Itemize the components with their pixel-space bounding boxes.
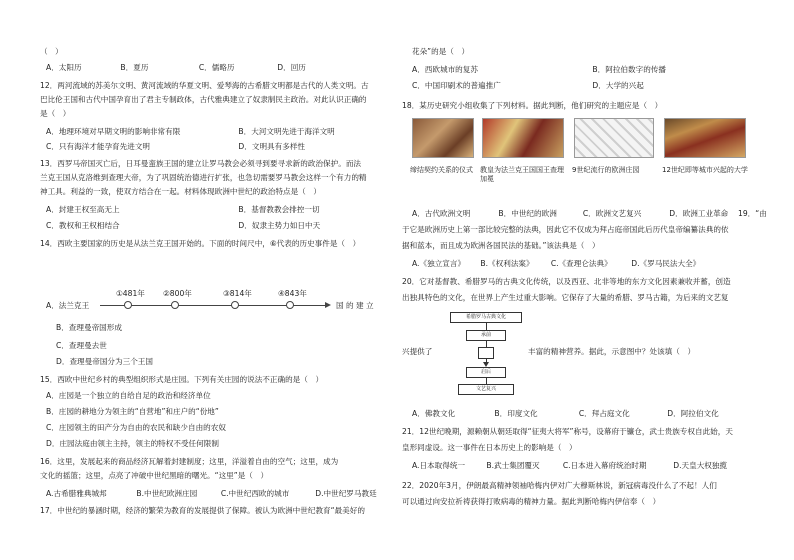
timeline-label: ③814年 <box>223 289 252 298</box>
timeline-suffix: 国 的 建 立 <box>336 301 374 310</box>
option-b[interactable]: B.《权利法案》 <box>480 259 534 268</box>
q12-options-row2 <box>46 141 305 153</box>
flow-box-bottom: 文艺复兴 <box>458 384 514 395</box>
option-a[interactable]: A．太阳历 <box>46 63 82 72</box>
q14-option-d[interactable]: D．查理曼帝国分为三个王国 <box>56 357 153 366</box>
q15-option-c[interactable]: C．庄园领主的田产分为自由的农民和缺少自由的农奴 <box>46 423 226 432</box>
flow-box-top: 希腊罗马古典文化 <box>450 312 522 323</box>
option-c[interactable]: C．拜占庭文化 <box>578 409 630 418</box>
coronation-painting <box>482 118 564 158</box>
q20-line-2: 出独具特色的文化，在世界上产生过重大影响。它保存了大量的希腊、罗马古籍，为后来的文艺复 <box>402 293 729 302</box>
option-c[interactable]: C.中世纪西欧的城市 <box>220 489 290 498</box>
right-column <box>402 0 767 560</box>
q13-line-3: 神工具。利益的一致，使双方结合在一起。材料体现欧洲中世纪的政治特点是（ ） <box>40 187 321 196</box>
option-a[interactable]: A.《独立宣言》 <box>412 259 466 268</box>
q12-line-1: 12．两河流域的苏美尔文明、黄河流域的华夏文明、爱琴海的古希腊文明都是古代的人类文明。古 <box>40 81 369 90</box>
q12-options-row1 <box>46 126 335 138</box>
caption: 9世纪流行的欧洲庄园 <box>572 166 640 174</box>
timeline-label: ①481年 <box>116 289 145 298</box>
timeline-prefix[interactable]: A．法兰克王 <box>46 301 90 310</box>
q13-line-2: 兰克王国从克洛维到查理大帝，为了巩固统治德进行扩张，也急切需要罗马教会这样一个有力的精 <box>40 173 367 182</box>
manor-sketch <box>574 118 654 158</box>
q18-picture-strip <box>412 118 747 158</box>
flow-box-mid1: 承前 <box>466 330 506 341</box>
option-c[interactable]: C．欧洲文艺复兴 <box>582 209 642 218</box>
q14-line-1: 14．西欧主要国家的历史是从法兰克王国开始的。下面的时间尺中，⑥代表的历史事件是（ ） <box>40 239 361 248</box>
q13-line-1: 13．西罗马帝国灭亡后，日耳曼蛮族王国的建立让罗马教会必须寻到要寻求新的政治保护。而法 <box>40 159 362 168</box>
option-b[interactable]: B．中世纪的欧洲 <box>498 209 557 218</box>
q19-line-1: 19．“由 <box>738 209 767 218</box>
timeline-mark <box>171 301 179 309</box>
q13-options-row2 <box>46 220 320 232</box>
option-b[interactable]: B．基督教教会排控一切 <box>238 205 320 214</box>
q15-option-b[interactable]: B．庄园的耕地分为领主的“自营地”和庄户的“份地” <box>46 407 219 416</box>
q20-line-1: 20．它对基督教、希腊罗马的古典文化传统，以及西亚、北非等地的东方文化因素兼收并蓄，创造 <box>402 277 731 286</box>
option-b[interactable]: B.中世纪欧洲庄园 <box>136 489 198 498</box>
option-d[interactable]: D．回历 <box>277 63 306 72</box>
option-d[interactable]: D.中世纪罗马教廷 <box>315 489 377 498</box>
option-d[interactable]: D．大学的兴起 <box>592 81 644 90</box>
option-d[interactable]: D．欧洲工业革命 <box>669 209 729 218</box>
option-c[interactable]: C.日本进入幕府统治时期 <box>562 461 647 470</box>
q20-line-3b: 丰富的精神营养。据此，示意图中？处该填（ ） <box>528 347 696 356</box>
q11-options <box>46 62 347 74</box>
q12-line-3: 是（ ） <box>40 109 71 118</box>
q19-line-2: 于它是欧洲历史上第一部比较完整的法典，因此它不仅成为拜占庭帝国此后历代皇帝编纂法典的依 <box>402 225 729 234</box>
university-painting <box>664 118 746 158</box>
option-b[interactable]: B．夏历 <box>120 63 149 72</box>
caption: 缔结契约关系的仪式 <box>410 166 473 174</box>
q20-options <box>412 408 719 420</box>
q16-line-2: 文化的摇篮；这里，点亮了冲破中世纪黑暗的曙光。“这里”是（ ） <box>40 471 269 480</box>
option-c[interactable]: C．教权和王权相结合 <box>46 221 120 230</box>
q22-line-2: 可以通过向安拉祈祷获得打败病毒的精神力量。据此判断哈梅内伊信奉（ ） <box>402 497 661 506</box>
timeline-label: ④843年 <box>278 289 307 298</box>
option-d[interactable]: D．阿拉伯文化 <box>667 409 719 418</box>
option-d[interactable]: D．奴隶主势力如日中天 <box>238 221 321 230</box>
option-d[interactable]: D.天皇大权独揽 <box>673 461 728 470</box>
option-d[interactable]: D.《罗马民法大全》 <box>631 259 701 268</box>
q18-line-1: 18．某历史研究小组收集了下列材料。据此判断，他们研究的主题应是（ ） <box>402 101 663 110</box>
q17-options-row2 <box>412 80 644 92</box>
q19-options <box>412 258 700 270</box>
q15-option-d[interactable]: D．庄园法庭由领主主持，领主的特权不受任何限制 <box>46 439 219 448</box>
q21-options <box>412 460 727 472</box>
option-c[interactable]: C．中国印刷术的普遍推广 <box>412 81 501 90</box>
option-c[interactable]: C．儒略历 <box>198 63 235 72</box>
q12-line-2: 巴比伦王国和古代中国孕育出了君主专制政体，古代雅典建立了奴隶制民主政治。对此认识正确的 <box>40 95 367 104</box>
q19-line-3: 据和蓝本，而且成为欧洲各国民法的基础。”该法典是（ ） <box>402 241 600 250</box>
timeline-mark <box>231 301 239 309</box>
q14-option-b[interactable]: B．查理曼帝国形成 <box>56 323 122 332</box>
flow-box-mid2: 启后 <box>466 367 506 378</box>
caption: 12世纪即等城市兴起的大学 <box>662 166 748 174</box>
q20-line-3a: 兴提供了 <box>402 347 433 356</box>
option-d[interactable]: D．文明具有多样性 <box>238 142 306 151</box>
option-a[interactable]: A．佛教文化 <box>412 409 456 418</box>
flow-connector <box>486 323 487 330</box>
timeline-mark <box>124 301 132 309</box>
q16-options <box>46 488 377 500</box>
option-a[interactable]: A.古希腊雅典城邦 <box>46 489 107 498</box>
caption: 教皇为法兰克王国国王查理加冕 <box>480 166 564 183</box>
timeline-arrow-icon <box>325 302 331 308</box>
option-a[interactable]: A．地理环境对早期文明的影响非常有限 <box>46 127 181 136</box>
q21-line-1: 21．12世纪晚期，源赖朝从朝廷取得“征夷大将军”称号，设幕府于镰仓，武士贵族专权自此始，天 <box>402 427 733 436</box>
option-c[interactable]: C．只有海洋才能孕育先进文明 <box>46 142 151 151</box>
option-a[interactable]: A．古代欧洲文明 <box>412 209 471 218</box>
q11-tail: （ ） <box>40 47 63 56</box>
q16-line-1: 16．这里，发展起来的商品经济瓦解着封建制度；这里，洋溢着自由的空气；这里，成为 <box>40 457 339 466</box>
option-c[interactable]: C.《查理仑法典》 <box>550 259 612 268</box>
q15-option-a[interactable]: A．庄园是一个独立的自给自足的政治和经济单位 <box>46 391 211 400</box>
contract-ritual-painting <box>412 118 474 158</box>
option-a[interactable]: A.日本取得统一 <box>412 461 466 470</box>
q17-options-row1 <box>412 64 666 76</box>
timeline-mark <box>286 301 294 309</box>
timeline-label: ②800年 <box>163 289 192 298</box>
option-a[interactable]: A．封建王权至高无上 <box>46 205 120 214</box>
q14-option-c[interactable]: C．查理曼去世 <box>56 341 107 350</box>
option-a[interactable]: A．西欧城市的复苏 <box>412 65 478 74</box>
q22-line-1: 22．2020年3月，伊朗最高精神领袖哈梅内伊对广大穆斯林说，新冠病毒没什么了不起！人们 <box>402 481 717 490</box>
q13-options-row1 <box>46 204 320 216</box>
option-b[interactable]: B．印度文化 <box>494 409 538 418</box>
option-b[interactable]: B．大河文明先进于海洋文明 <box>238 127 335 136</box>
option-b[interactable]: B．阿拉伯数字的传播 <box>592 65 666 74</box>
option-b[interactable]: B.武士集团覆灭 <box>486 461 540 470</box>
q17-line-1: 17．中世纪的暴涵时期，经济的繁荣为教育的发展提供了保障。被认为欧洲中世纪教育“最美好的 <box>40 506 365 515</box>
q15-line-1: 15．西欧中世纪乡村的典型组织形式是庄园。下列有关庄园的说法不正确的是（ ） <box>40 375 324 384</box>
flow-box-unknown[interactable] <box>478 347 494 359</box>
left-column <box>40 0 390 560</box>
q17-tail: 花朵”的是（ ） <box>412 47 470 56</box>
q18-options <box>412 208 755 220</box>
q21-line-2: 皇形同虚设。这一事件在日本历史上的影响是（ ） <box>402 443 577 452</box>
